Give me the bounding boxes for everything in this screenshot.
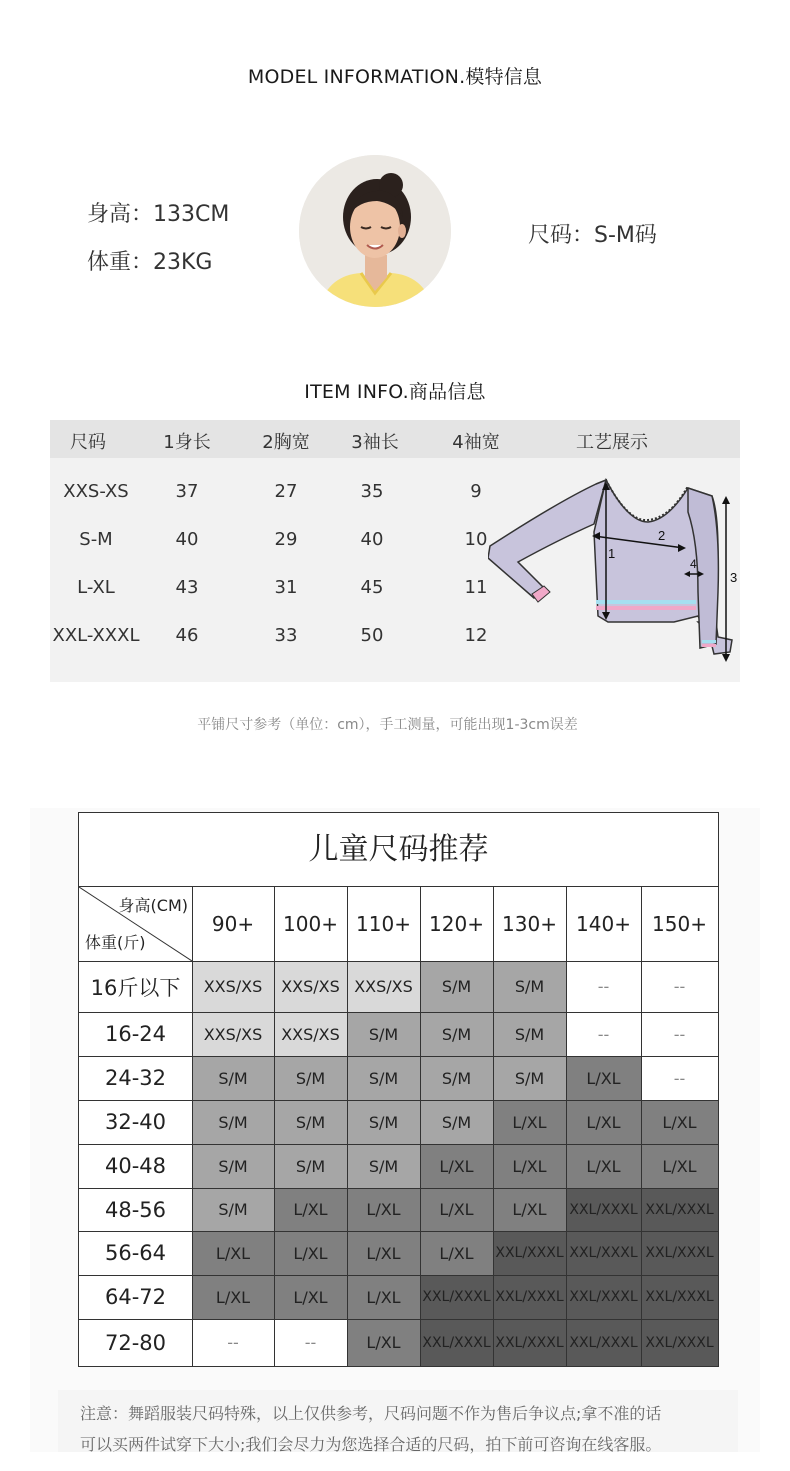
item-row-chest: 27 [274,481,298,502]
grid-line-horizontal [79,1100,718,1101]
size-cell: XXL/XXXL [493,1319,566,1366]
header-size: 尺码 [70,432,106,453]
size-cell: L/XL [420,1188,493,1231]
size-cell: L/XL [274,1275,347,1319]
size-cell: XXL/XXXL [641,1231,718,1275]
size-cell: S/M [347,1012,420,1056]
size-cell: L/XL [420,1231,493,1275]
grid-line-vertical [192,887,193,1366]
size-cell: L/XL [420,1144,493,1188]
model-avatar [299,155,451,307]
item-row-sleeve-length: 40 [360,529,384,550]
row-label-weight: 72-80 [79,1319,192,1366]
size-cell: L/XL [641,1144,718,1188]
size-cell: -- [641,961,718,1012]
size-cell: XXS/XS [347,961,420,1012]
size-cell: L/XL [274,1188,347,1231]
size-cell: L/XL [274,1231,347,1275]
diagram-label-length: 1 [608,546,616,561]
row-label-weight: 56-64 [79,1231,192,1275]
model-height: 身高：133CM [87,202,230,227]
column-header-height: 120+ [420,887,493,961]
size-cell: XXL/XXXL [566,1319,641,1366]
size-cell: L/XL [192,1275,274,1319]
size-cell: L/XL [566,1100,641,1144]
header-sleeve-width: 4袖宽 [452,432,500,453]
bottom-note-line-2: 可以买两件试穿下大小;我们会尽力为您选择合适的尺码，拍下前可咨询在线客服。 [80,1435,662,1454]
item-row-sleeve-width: 9 [470,481,482,502]
size-cell: XXL/XXXL [566,1231,641,1275]
row-label-weight: 64-72 [79,1275,192,1319]
grid-line-horizontal [79,1056,718,1057]
garment-measurement-diagram [488,472,738,672]
model-weight: 体重：23KG [87,250,213,275]
item-row-sleeve-width: 10 [464,529,488,550]
grid-line-horizontal [79,1188,718,1189]
row-label-weight: 16斤以下 [79,961,192,1012]
size-cell: L/XL [641,1100,718,1144]
size-cell: S/M [347,1056,420,1100]
size-cell: L/XL [566,1056,641,1100]
size-cell: S/M [420,961,493,1012]
size-cell: S/M [274,1144,347,1188]
column-header-height: 140+ [566,887,641,961]
item-row-chest: 29 [274,529,298,550]
grid-line-horizontal [79,1319,718,1320]
size-cell: S/M [192,1188,274,1231]
item-row-chest: 33 [274,625,298,646]
row-label-weight: 48-56 [79,1188,192,1231]
grid-line-horizontal [79,1275,718,1276]
item-row-size: S-M [79,529,113,550]
size-recommendation-chart [78,812,719,1367]
size-cell: -- [274,1319,347,1366]
item-row-length: 40 [175,529,199,550]
row-label-weight: 32-40 [79,1100,192,1144]
size-cell: XXS/XS [192,961,274,1012]
model-size: 尺码：S-M码 [528,223,657,248]
grid-line-vertical [347,887,348,1366]
size-cell: S/M [274,1100,347,1144]
size-cell: -- [566,1012,641,1056]
grid-line-vertical [274,887,275,1366]
header-length: 1身长 [163,432,211,453]
size-cell: -- [566,961,641,1012]
grid-line-vertical [566,887,567,1366]
corner-weight-label: 体重(斤) [85,933,146,952]
column-header-height: 90+ [192,887,274,961]
size-cell: S/M [420,1012,493,1056]
size-cell: -- [192,1319,274,1366]
grid-line-horizontal [79,1012,718,1013]
item-row-sleeve-length: 35 [360,481,384,502]
grid-line-horizontal [79,961,718,962]
size-cell: XXS/XS [192,1012,274,1056]
size-cell: XXL/XXXL [420,1275,493,1319]
size-cell: L/XL [493,1144,566,1188]
item-size-table [50,420,740,682]
size-cell: L/XL [347,1231,420,1275]
measurement-note: 平铺尺寸参考（单位：cm），手工测量，可能出现1-3cm误差 [197,717,578,733]
column-header-height: 100+ [274,887,347,961]
item-row-size: L-XL [77,577,115,598]
diagram-label-sleeve-width: 4 [690,557,697,571]
row-label-weight: 40-48 [79,1144,192,1188]
size-cell: S/M [493,1056,566,1100]
size-cell: L/XL [566,1144,641,1188]
column-header-height: 130+ [493,887,566,961]
model-info-title: MODEL INFORMATION.模特信息 [247,66,543,88]
size-cell: XXL/XXXL [566,1275,641,1319]
size-cell: S/M [347,1100,420,1144]
size-cell: S/M [420,1100,493,1144]
size-cell: XXL/XXXL [641,1275,718,1319]
row-label-weight: 24-32 [79,1056,192,1100]
item-row-chest: 31 [274,577,298,598]
item-row-sleeve-width: 12 [464,625,488,646]
model-portrait-image [299,155,451,307]
grid-line-vertical [420,887,421,1366]
size-cell: L/XL [347,1319,420,1366]
size-cell: S/M [347,1144,420,1188]
size-cell: L/XL [493,1188,566,1231]
item-table-header [50,420,740,458]
size-cell: S/M [192,1056,274,1100]
size-cell: L/XL [192,1231,274,1275]
item-row-size: XXS-XS [63,481,129,502]
size-cell: S/M [420,1056,493,1100]
size-cell: S/M [493,961,566,1012]
item-info-title: ITEM INFO.商品信息 [304,381,486,403]
size-cell: -- [641,1012,718,1056]
grid-line-vertical [641,887,642,1366]
grid-line-vertical [493,887,494,1366]
size-cell: XXL/XXXL [641,1188,718,1231]
size-cell: XXL/XXXL [641,1319,718,1366]
size-cell: XXL/XXXL [566,1188,641,1231]
column-header-height: 110+ [347,887,420,961]
size-cell: XXL/XXXL [420,1319,493,1366]
header-chest: 2胸宽 [262,432,310,453]
grid-line-horizontal [79,1231,718,1232]
size-cell: S/M [192,1100,274,1144]
grid-line-horizontal [79,1144,718,1145]
size-cell: S/M [274,1056,347,1100]
size-cell: L/XL [347,1188,420,1231]
corner-height-label: 身高(CM) [118,896,188,915]
size-chart-title: 儿童尺码推荐 [79,813,718,887]
column-header-height: 150+ [641,887,718,961]
item-row-length: 43 [175,577,199,598]
size-cell: XXS/XS [274,961,347,1012]
item-row-sleeve-length: 45 [360,577,384,598]
size-cell: L/XL [347,1275,420,1319]
header-sleeve-length: 3袖长 [351,432,399,453]
item-row-length: 37 [175,481,199,502]
diagram-label-sleeve-length: 3 [730,570,738,585]
item-row-size: XXL-XXXL [52,625,140,646]
header-craft: 工艺展示 [576,432,648,453]
bottom-note-line-1: 注意：舞蹈服装尺码特殊，以上仅供参考，尺码问题不作为售后争议点;拿不准的话 [80,1404,662,1423]
item-row-sleeve-length: 50 [360,625,384,646]
size-cell: XXL/XXXL [493,1231,566,1275]
size-cell: XXL/XXXL [493,1275,566,1319]
size-cell: XXS/XS [274,1012,347,1056]
item-row-sleeve-width: 11 [464,577,488,598]
diagram-label-chest: 2 [658,528,666,543]
size-cell: S/M [192,1144,274,1188]
item-row-length: 46 [175,625,199,646]
size-cell: -- [641,1056,718,1100]
bottom-note-box [58,1390,738,1452]
size-cell: L/XL [493,1100,566,1144]
chart-corner-cell [79,887,192,961]
row-label-weight: 16-24 [79,1012,192,1056]
size-cell: S/M [493,1012,566,1056]
